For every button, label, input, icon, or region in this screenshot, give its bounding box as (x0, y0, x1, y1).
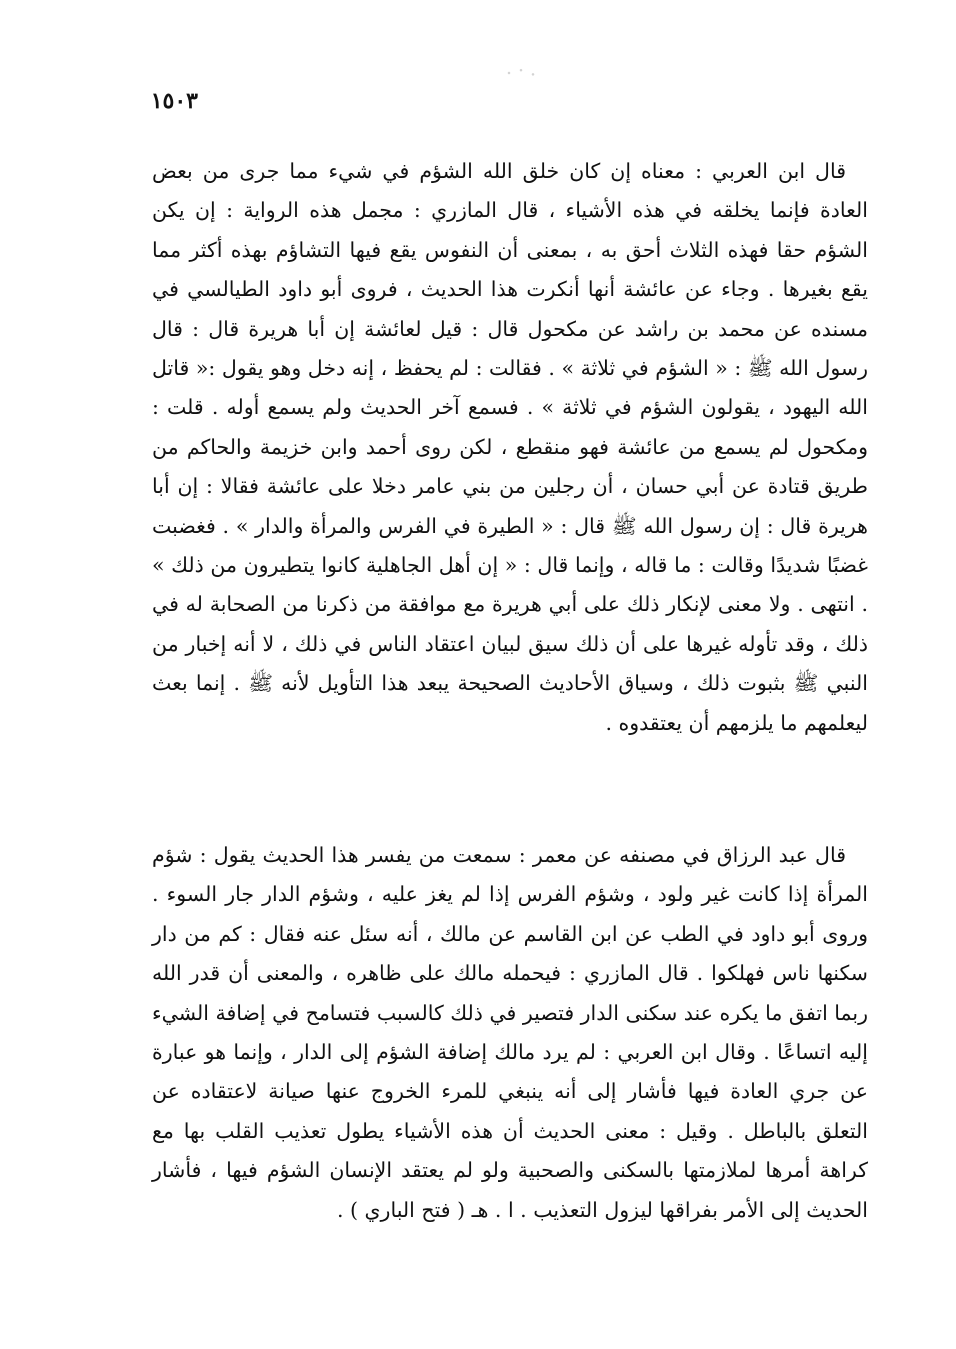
scan-speck (505, 66, 545, 80)
paragraph-block-2 (152, 836, 868, 1230)
page-number: ١٥٠٣ (150, 88, 198, 114)
paragraph-text: قال ابن العربي : معناه إن كان خلق الله الشؤم في شيء مما جرى من بعض العادة فإنما يخلقه في هذه الأشياء ، قال المازري : مجمل هذه الرواية : إن يكن الشؤم حقا فهذه الثلاث أحق به ، بمعنى أن النفوس يقع فيها التشاؤم بهذه أكثر مما يقع بغيرها . وجاء عن عائشة أنها أنكرت هذا الحديث ، فروى أبو داود الطيالسي في مسنده عن محمد بن راشد عن مكحول قال : قيل لعائشة إن أبا هريرة قال : قال رسول الله ﷺ : « الشؤم في ثلاثة » . فقالت : لم يحفظ ، إنه دخل وهو يقول :« قاتل الله اليهود ، يقولون الشؤم في ثلاثة » . فسمع آخر الحديث ولم يسمع أوله . قلت : ومكحول لم يسمع من عائشة فهو منقطع ، لكن روى أحمد وابن خزيمة والحاكم من طريق قتادة عن أبي حسان ، أن رجلين من بني عامر دخلا على عائشة فقالا : إن أبا هريرة قال : إن رسول الله ﷺ قال : « الطيرة في الفرس والمرأة والدار » . فغضبت غضبًا شديدًا وقالت : ما قاله ، وإنما قال : « إن أهل الجاهلية كانوا يتطيرون من ذلك » . انتهى . ولا معنى لإنكار ذلك على أبي هريرة مع موافقة من ذكرنا من الصحابة له في ذلك ، وقد تأوله غيرها على أن ذلك سيق لبيان اعتقاد الناس في ذلك ، لا أنه إخبار من النبي ﷺ بثبوت ذلك ، وسياق الأحاديث الصحيحة يبعد هذا التأويل لأنه ﷺ . إنما بعث ليعلمهم ما يلزمهم أن يعتقدوه . (152, 159, 868, 735)
paragraph-block-1 (152, 152, 868, 743)
paragraph-text: قال عبد الرزاق في مصنفه عن معمر : سمعت من يفسر هذا الحديث يقول : شؤم المرأة إذا كانت غير ولود ، وشؤم الفرس إذا لم يغز عليه ، وشؤم الدار جار السوء . وروى أبو داود في الطب عن ابن القاسم عن مالك ، أنه سئل عنه فقال : كم من دار سكنها ناس فهلكوا . قال المازري : فيحمله مالك على ظاهره ، والمعنى أن قدر الله ربما اتفق ما يكره عند سكنى الدار فتصير في ذلك كالسبب فتسامح في إضافة الشيء إليه اتساعًا . وقال ابن العربي : لم يرد مالك إضافة الشؤم إلى الدار ، وإنما هو عبارة عن جري العادة فيها فأشار إلى أنه ينبغي للمرء الخروج عنها صيانة لاعتقاده عن التعلق بالباطل . وقيل : معنى الحديث أن هذه الأشياء يطول تعذيب القلب بها مع كراهة أمرها لملازمتها بالسكنى والصحبية ولو لم يعتقد الإنسان الشؤم فيها ، فأشار الحديث إلى الأمر بفراقها ليزول التعذيب . ا . هـ ( فتح الباري ) . (152, 843, 868, 1222)
